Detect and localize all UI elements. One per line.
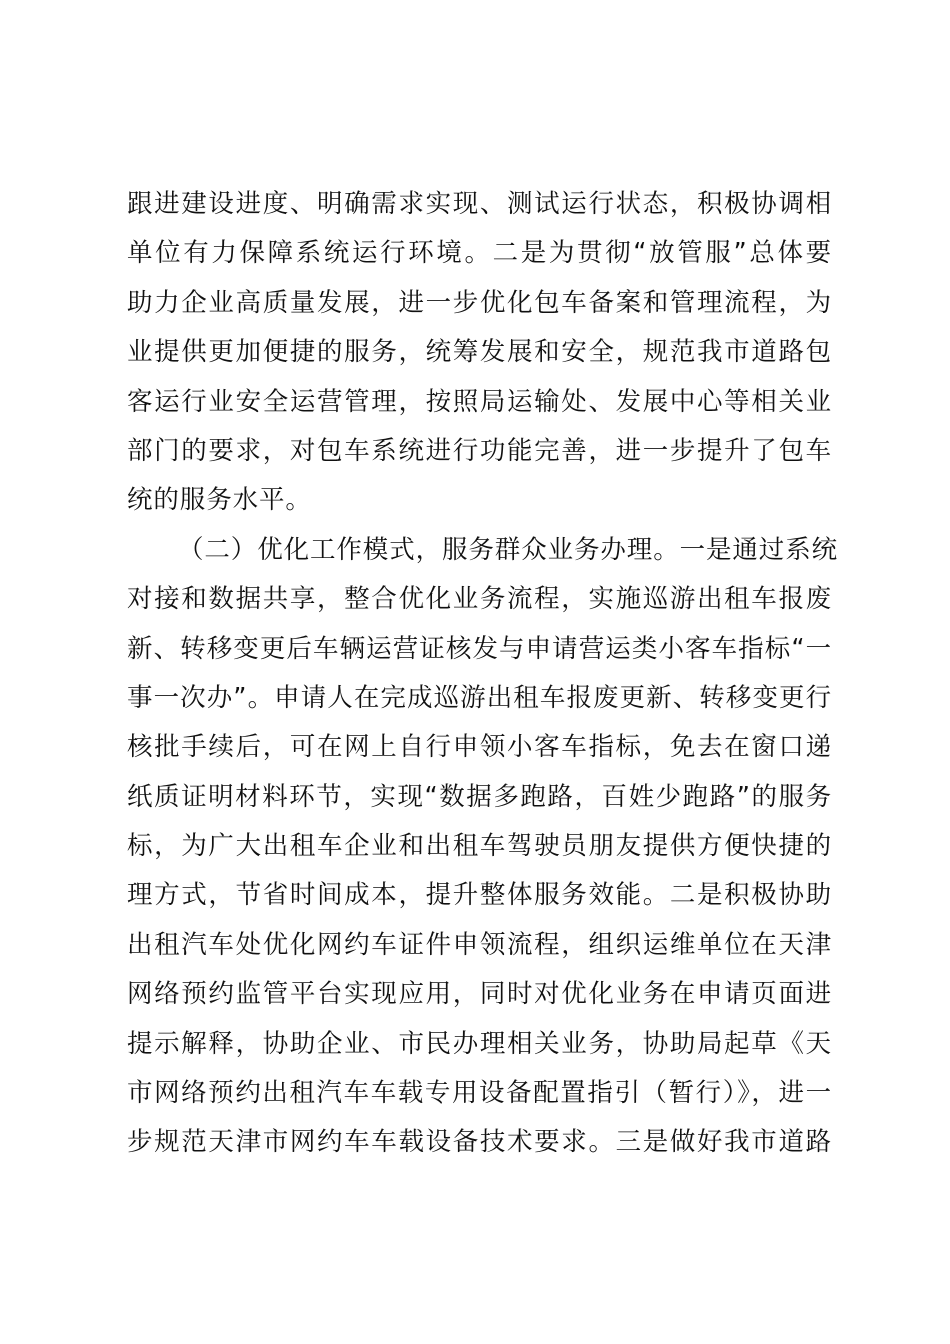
document-body xyxy=(127,180,839,1168)
paragraph-line: 对接和数据共享，整合优化业务流程，实施巡游出租车报废 xyxy=(127,584,832,615)
paragraph-line: 出租汽车处优化网约车证件申领流程，组织运维单位在天津 xyxy=(127,929,832,960)
paragraph-1 xyxy=(127,180,832,526)
paragraph-line: 市网络预约出租汽车车载专用设备配置指引（暂行）》，进一 xyxy=(127,1078,832,1109)
paragraph-line: 跟进建设进度、明确需求实现、测试运行状态，积极协调相 xyxy=(127,189,832,219)
paragraph-line: 纸质证明材料环节，实现“数据多跑路，百姓少跑路”的服务 xyxy=(127,781,832,812)
section-heading-line: （二）优化工作模式，服务群众业务办理。一是通过系统 xyxy=(178,534,839,565)
paragraph-line: 业提供更加便捷的服务，统筹发展和安全，规范我市道路包 xyxy=(127,337,832,368)
paragraph-line: 核批手续后，可在网上自行申领小客车指标，免去在窗口递 xyxy=(127,732,832,763)
paragraph-line: 理方式，节省时间成本，提升整体服务效能。二是积极协助 xyxy=(127,880,832,911)
paragraph-line: 网络预约监管平台实现应用，同时对优化业务在申请页面进 xyxy=(127,979,832,1010)
paragraph-line: 步规范天津市网约车车载设备技术要求。三是做好我市道路 xyxy=(127,1127,832,1158)
paragraph-line: 新、转移变更后车辆运营证核发与申请营运类小客车指标“一 xyxy=(127,633,832,664)
paragraph-line: 部门的要求，对包车系统进行功能完善，进一步提升了包车 xyxy=(127,435,832,466)
paragraph-line: 单位有力保障系统运行环境。二是为贯彻“放管服”总体要 xyxy=(127,238,832,269)
paragraph-line: 标，为广大出租车企业和出租车驾驶员朋友提供方便快捷的 xyxy=(127,831,832,862)
paragraph-line: 提示解释，协助企业、市民办理相关业务，协助局起草《天 xyxy=(127,1028,832,1059)
paragraph-2 xyxy=(127,526,839,1168)
paragraph-line: 客运行业安全运营管理，按照局运输处、发展中心等相关业 xyxy=(127,386,832,417)
paragraph-line: 事一次办”。申请人在完成巡游出租车报废更新、转移变更行 xyxy=(127,682,832,713)
paragraph-line: 统的服务水平。 xyxy=(127,485,312,516)
paragraph-line: 助力企业高质量发展，进一步优化包车备案和管理流程，为 xyxy=(127,287,832,318)
